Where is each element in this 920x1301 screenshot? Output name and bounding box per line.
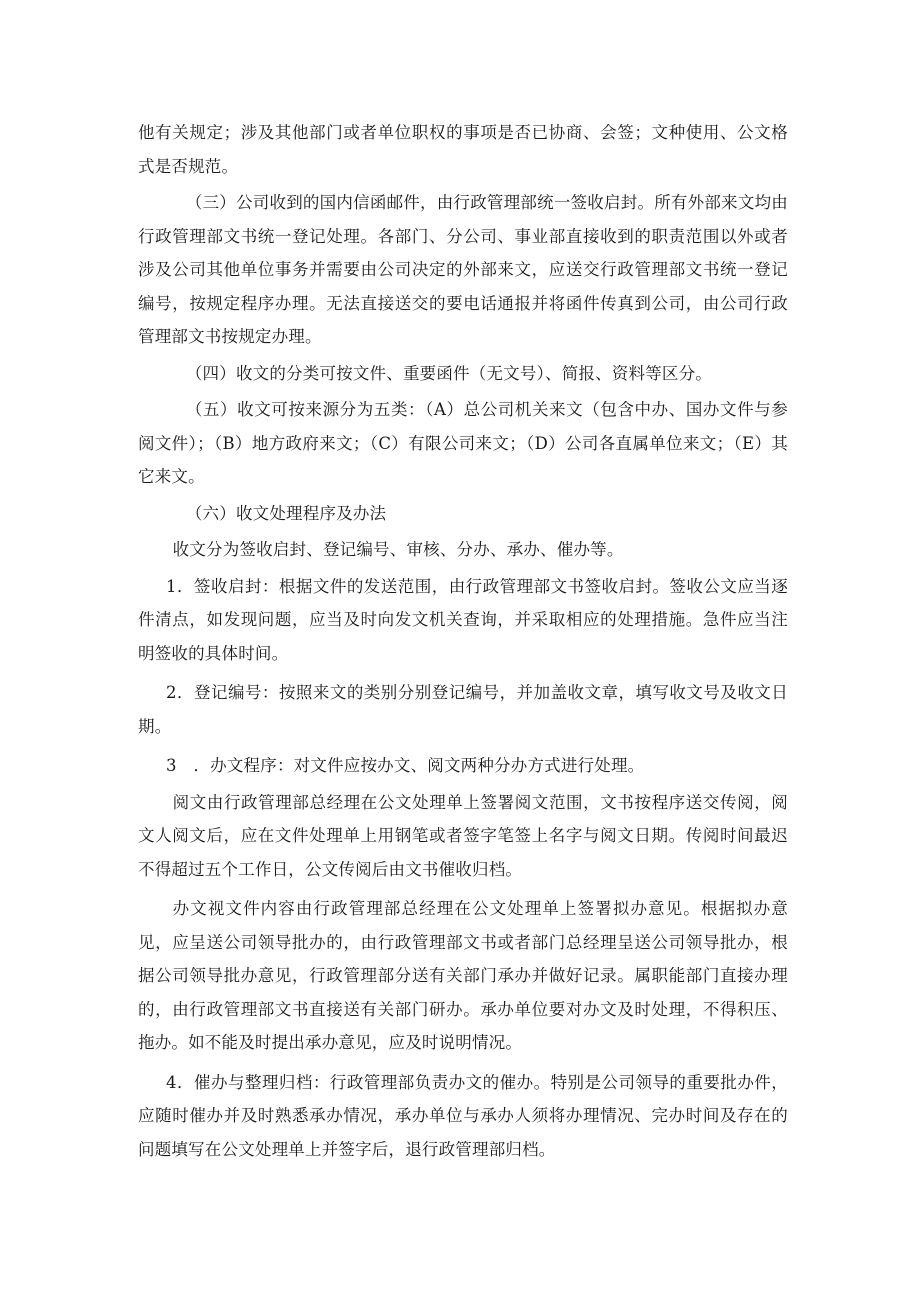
paragraph-review-continuation: 他有关规定；涉及其他部门或者单位职权的事项是否已协商、会签；文种使用、公文格式是否规范。 bbox=[138, 123, 788, 176]
paragraph-handling-procedure: 办文视文件内容由行政管理部总经理在公文处理单上签署拟办意见。根据拟办意见，应呈送公司领导批办的，由行政管理部文书或者部门总经理呈送公司领导批办，根据公司领导批办意见，行政管理部分送有关部门承办并做好记录。属职能部门直接办理的，由行政管理部文书直接送有关部门研办。承办单位要对办文及时处理，不得积压、拖办。如不能及时提出承办意见，应及时说明情况。 bbox=[138, 899, 788, 1052]
paragraph-section-5: （五）收文可按来源分为五类：（A）总公司机关来文（包含中办、国办文件与参阅文件）；（B）地方政府来文；（C）有限公司来文；（D）公司各直属单位来文；（E）其它来文。 bbox=[138, 400, 788, 486]
paragraph-item-2: 2．登记编号：按照来文的类别分别登记编号，并加盖收文章，填写收文号及收文日期。 bbox=[138, 683, 788, 736]
paragraph-item-3: 3 ．办文程序：对文件应按办文、阅文两种分办方式进行处理。 bbox=[166, 756, 645, 775]
document-body bbox=[138, 116, 788, 1166]
paragraph-item-4: 4．催办与整理归档：行政管理部负责办文的催办。特别是公司领导的重要批办件，应随时催办并及时熟悉承办情况，承办单位与承办人须将办理情况、完办时间及存在的问题填写在公文处理单上并签字后，退行政管理部归档。 bbox=[138, 1072, 788, 1159]
paragraph-process-overview: 收文分为签收启封、登记编号、审核、分办、承办、催办等。 bbox=[172, 540, 624, 559]
paragraph-item-1: 1．签收启封：根据文件的发送范围，由行政管理部文书签收启封。签收公文应当逐件清点，如发现问题，应当及时向发文机关查询，并采取相应的处理措施。急件应当注明签收的具体时间。 bbox=[138, 576, 788, 663]
paragraph-reading-procedure: 阅文由行政管理部总经理在公文处理单上签署阅文范围，文书按程序送交传阅，阅文人阅文后，应在文件处理单上用钢笔或者签字笔签上名字与阅文日期。传阅时间最迟不得超过五个工作日，公文传阅后由文书催收归档。 bbox=[138, 792, 788, 879]
paragraph-section-3: （三）公司收到的国内信函邮件，由行政管理部统一签收启封。所有外部来文均由行政管理部文书统一登记处理。各部门、分公司、事业部直接收到的职责范围以外或者涉及公司其他单位事务并需要由公司决定的外部来文，应送交行政管理部文书统一登记编号，按规定程序办理。无法直接送交的要电话通报并将函件传真到公司，由公司行政管理部文书按规定办理。 bbox=[138, 193, 788, 346]
paragraph-section-6-heading: （六）收文处理程序及办法 bbox=[185, 503, 387, 523]
paragraph-section-4: （四）收文的分类可按文件、重要函件（无文号）、简报、资料等区分。 bbox=[185, 363, 712, 383]
